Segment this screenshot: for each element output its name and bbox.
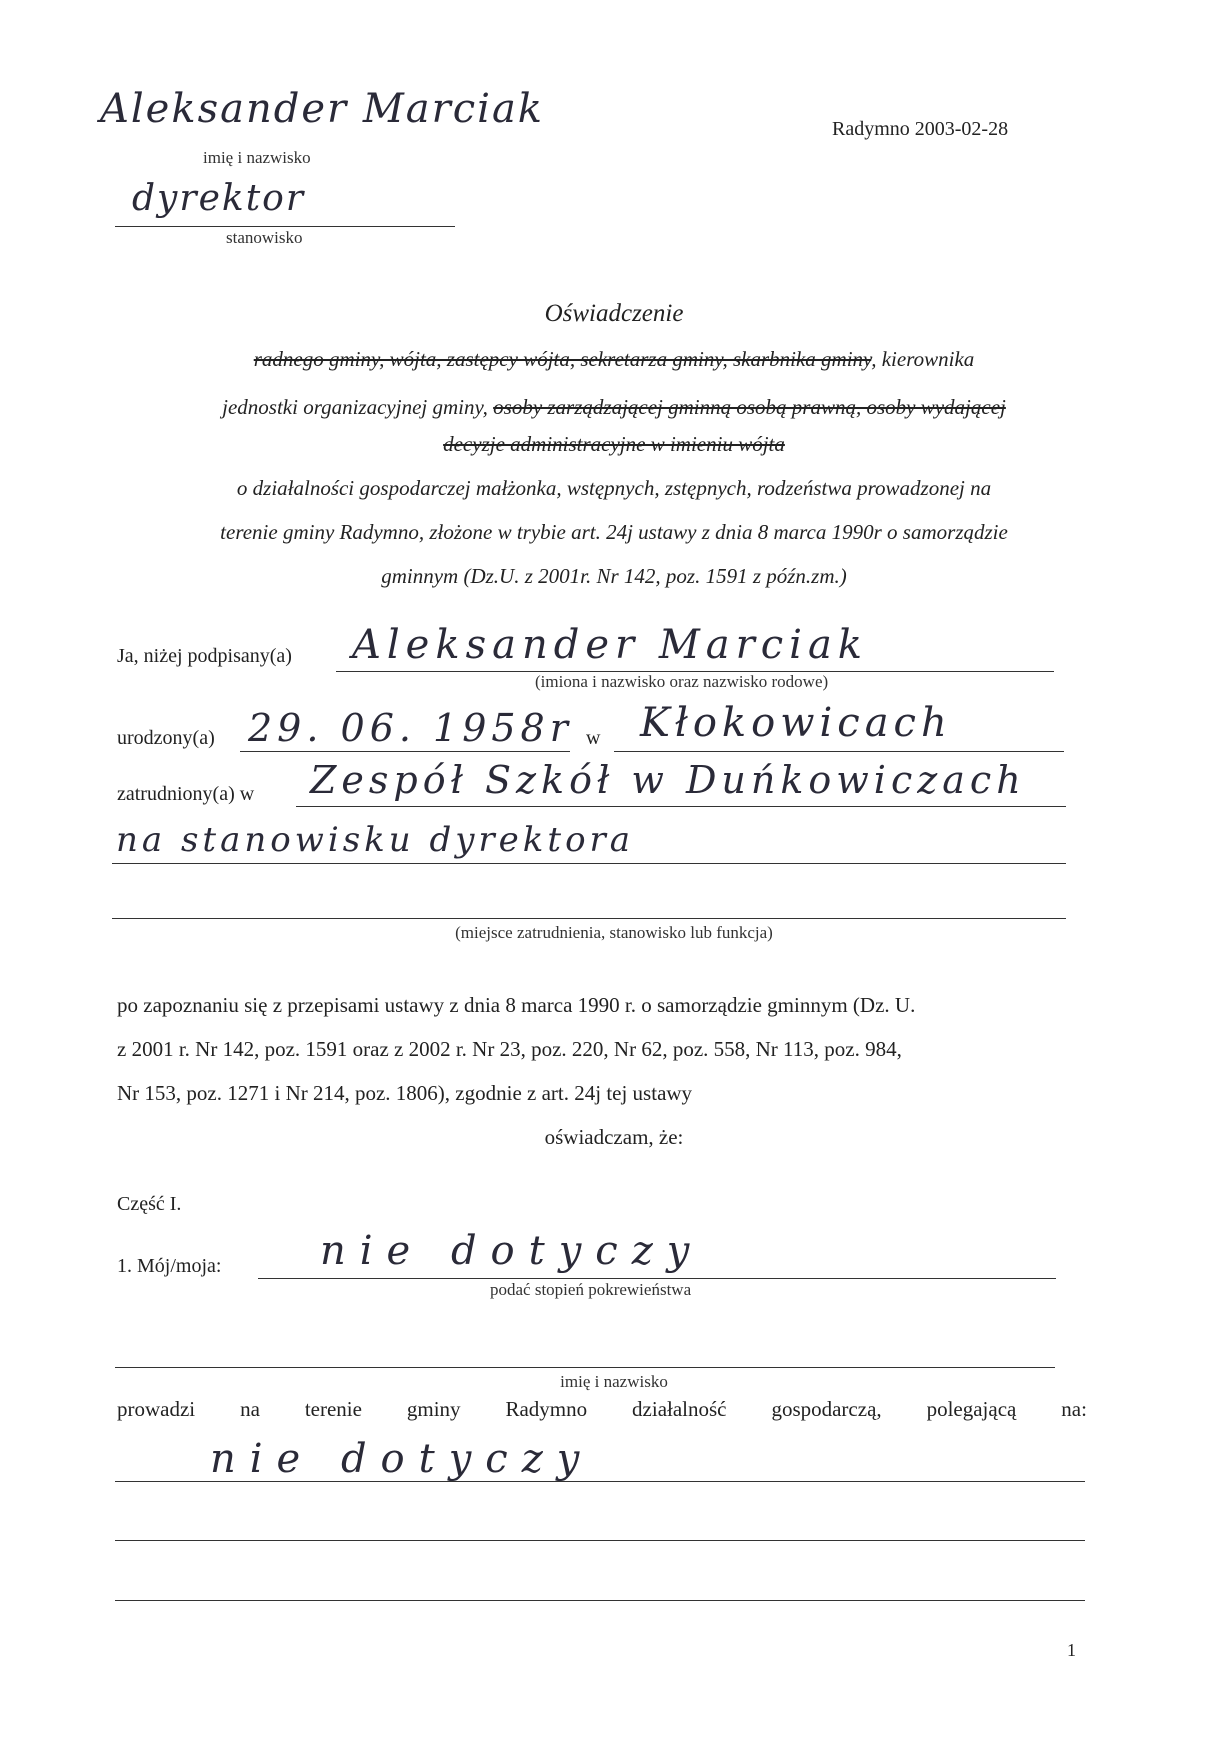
document-title: Oświadczenie <box>544 300 684 327</box>
employer-line <box>296 806 1066 807</box>
relative-name-line <box>115 1367 1055 1368</box>
subtitle-line-4: o działalności gospodarczej małżonka, wstępnych, zstępnych, rodzeństwa prowadzonej na <box>236 476 992 500</box>
subtitle-line-3: decyzje administracyjne w imieniu wójta <box>443 432 785 456</box>
subtitle-line-5: terenie gminy Radymno, złożone w trybie art. 24j ustawy z dnia 8 marca 1990r o samorządzie <box>220 520 1008 544</box>
struck-offices: radnego gminy, wójta, zastępcy wójta, sekretarza gminy, skarbnika gminy <box>253 347 872 371</box>
born-in-label: w <box>586 727 601 749</box>
body-line-2: z 2001 r. Nr 142, poz. 1591 oraz z 2002 r. Nr 23, poz. 220, Nr 62, poz. 558, Nr 113, poz. 984, <box>117 1037 902 1061</box>
born-place-line <box>614 751 1064 752</box>
subtitle-line-6: gminnym (Dz.U. z 2001r. Nr 142, poz. 1591 z późn.zm.) <box>381 564 847 588</box>
part1-heading: Część I. <box>117 1193 182 1215</box>
born-place-handwritten: Kłokowicach <box>640 700 952 746</box>
position-handwritten: dyrektor <box>132 178 306 219</box>
subtitle-line-1 <box>0 347 1228 372</box>
employer-line-2 <box>112 863 1066 864</box>
business-word: prowadzi <box>117 1397 196 1421</box>
employed-label: zatrudniony(a) w <box>117 783 255 805</box>
relation-caption: podać stopień pokrewieństwa <box>490 1280 692 1299</box>
business-word: Radymno <box>505 1397 588 1421</box>
business-word: polegającą <box>926 1397 1017 1421</box>
business-word: działalność <box>632 1397 727 1421</box>
born-label: urodzony(a) <box>117 727 215 749</box>
page-number: 1 <box>1067 1640 1076 1660</box>
body-line-1: po zapoznaniu się z przepisami ustawy z dnia 8 marca 1990 r. o samorządzie gminnym (Dz. U. <box>117 993 916 1017</box>
business-word: gospodarczą, <box>771 1397 882 1421</box>
body-line-3: Nr 153, poz. 1271 i Nr 214, poz. 1806), zgodnie z art. 24j tej ustawy <box>117 1081 693 1105</box>
declarant-name-caption: (imiona i nazwisko oraz nazwisko rodowe) <box>535 672 829 691</box>
position-caption: stanowisko <box>226 228 303 247</box>
employer-line-2-handwritten: na stanowisku dyrektora <box>116 820 635 860</box>
declarant-name-handwritten: Aleksander Marciak <box>352 622 869 668</box>
business-word: gminy <box>406 1397 461 1421</box>
business-line-3 <box>115 1600 1085 1601</box>
business-line-2 <box>115 1540 1085 1541</box>
business-sentence <box>117 1397 1087 1422</box>
business-word: terenie <box>304 1397 362 1421</box>
employer-handwritten: Zespół Szkół w Duńkowiczach <box>310 758 1026 802</box>
business-word: na: <box>1061 1397 1087 1421</box>
name-handwritten: Aleksander Marciak <box>100 86 545 132</box>
kept-office-unit: jednostki organizacyjnej gminy, <box>222 395 494 419</box>
name-caption: imię i nazwisko <box>203 148 311 167</box>
relation-line <box>258 1278 1056 1279</box>
place-date: Radymno 2003-02-28 <box>832 118 1009 140</box>
business-handwritten: nie dotyczy <box>210 1436 594 1482</box>
position-line <box>115 226 455 227</box>
employment-caption: (miejsce zatrudnienia, stanowisko lub funkcja) <box>455 923 773 942</box>
declare-text: oświadczam, że: <box>544 1125 684 1149</box>
subtitle-line-2 <box>0 395 1228 420</box>
relative-name-caption: imię i nazwisko <box>560 1372 668 1391</box>
born-date-line <box>240 751 570 752</box>
born-date-handwritten: 29. 06. 1958r <box>248 706 573 750</box>
business-word: na <box>240 1397 260 1421</box>
struck-offices-2: osoby zarządzającej gminną osobą prawną, osoby wydającej <box>493 395 1006 419</box>
relation-handwritten: nie dotyczy <box>320 1228 704 1274</box>
declarant-label: Ja, niżej podpisany(a) <box>117 645 292 667</box>
employment-line-3 <box>112 918 1066 919</box>
item1-label: 1. Mój/moja: <box>117 1255 222 1277</box>
kept-office: , kierownika <box>871 347 975 371</box>
